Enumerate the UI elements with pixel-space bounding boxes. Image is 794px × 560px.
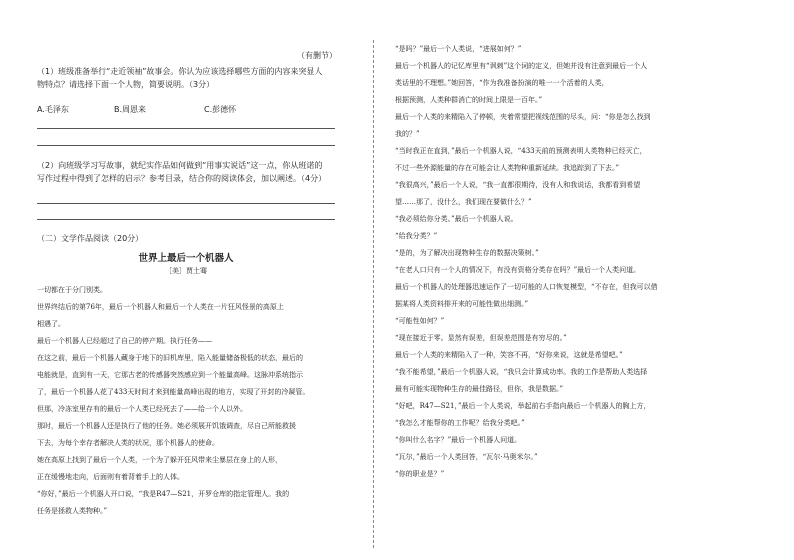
story-paragraph: “我不能希望，”最后一个机器人说，“我只会计算成功率。我的工作是帮助人类选择 [395, 368, 648, 376]
answer-line [37, 128, 335, 129]
story-paragraph: 最后一个人类的来精陷入了停顿，夹着常望把视线范围的尽头，问：“你是怎么找到 [395, 113, 651, 121]
abridged-note: （有删节） [297, 51, 337, 60]
story-paragraph: “我很高兴，”最后一个人说，“我一直都很期待，没有人和我说话，我都看到希望 [395, 181, 641, 189]
story-paragraph: 但那，冷冻室里存有的最后一个人类已经死去了——给一个人以外。 [37, 405, 247, 413]
story-paragraph: 最后一个机器人的处理器迅速运作了一切可能的人口恢复模型，“不存在，但我可以借 [395, 283, 658, 291]
story-paragraph: 她在高原上找到了最后一个人类，一个为了躲开狂风带来尘暴层在身上的人形， [37, 456, 282, 464]
column-divider [373, 40, 374, 548]
answer-line [37, 203, 335, 204]
question-1 [37, 65, 322, 91]
story-paragraph: “给我分类？” [395, 232, 438, 240]
story-title: 世界上最后一个机器人 [138, 253, 234, 264]
story-paragraph: “你好，”最后一个机器人开口说，“我是R47—S21，开罗仓库的指定管理人。我的 [37, 490, 290, 498]
story-paragraph: 正在缓慢地走向，后面则有着背着手上的人体。 [37, 473, 184, 481]
story-paragraph: 在这之前，最后一个机器人藏身于地下的旧机库里，陷入能量储备极低的状态，最后的 [37, 354, 303, 362]
option-c: C.彭德怀 [204, 105, 237, 114]
story-paragraph: “我怎么才能帮你的工作呢？给我分类吧。” [395, 419, 525, 427]
question-2 [37, 159, 326, 185]
story-paragraph: 电能就是，直到有一天，它那古老的传感器突然感应到一个能量高峰。这脉冲系统指示 [37, 371, 303, 379]
story-paragraph: 最有可能实现物种生存的最佳路径，但你，我是数据。” [395, 385, 564, 393]
answer-line [37, 219, 335, 220]
section-title: （二）文学作品阅读（20分） [37, 234, 144, 243]
story-paragraph: 最后一个机器人已经超过了自己的停产期。执行任务—— [37, 337, 212, 345]
story-paragraph: 不过一些外源能量的存在可能会让人类物种重新延续。我追踪到了下去。” [395, 164, 620, 172]
story-paragraph: “我必须给你分类。”最后一个机器人说。 [395, 215, 518, 223]
story-paragraph: 那时，最后一个机器人还是执行了他的任务。她必须展开饥饿调查，尽自己所能救援 [37, 422, 296, 430]
story-paragraph: 世界终结后的第76年，最后一个机器人和最后一个人类在一片狂风怪景的高原上 [37, 303, 284, 311]
story-paragraph: 了，最后一个机器人花了433天时间才来到能量高峰出现的地方，实现了开封的冷凝管。 [37, 388, 310, 396]
story-paragraph: 下去，为每个幸存者解决人类的状况，那个机器人的使命。 [37, 439, 219, 447]
story-paragraph: 最后一个机器人的记忆库里有“讽刺”这个词的定义，但她并没有注意到最后一个人 [395, 62, 648, 70]
question-1-line: （1）班级准备举行“走近领袖”故事会。你认为应该选择哪些方面的内容来突显人 [37, 67, 323, 76]
story-paragraph: “是的，为了解决出现物种生存的数据决策树。” [395, 249, 539, 257]
story-paragraph: 相遇了。 [37, 320, 65, 328]
story-paragraph: “是吗？”最后一个人类说，“进展如何？” [395, 45, 522, 53]
story-paragraph: 最后一个人类的来精陷入了一种，笑容不再，“好你来说，这就是希望吧。” [395, 351, 623, 359]
question-2-line: 写作过程中得到了怎样的启示？参考目录，结合你的阅读体会，加以阐述。（4分） [37, 174, 327, 183]
question-1-line: 物特点？请选择下面一个人物，简要说明。（3分） [37, 80, 215, 89]
option-b: B.周恩来 [114, 105, 147, 114]
option-a: A.毛泽东 [37, 105, 69, 114]
left-column [0, 0, 372, 560]
story-paragraph: 我的？” [395, 130, 420, 138]
story-paragraph: 任务是拯救人类物种。” [37, 507, 108, 515]
story-paragraph: “好吧，R47—S21，”最后一个人类说，举起前右手指向最后一个机器人的胸上方， [395, 402, 651, 410]
story-paragraph: “在老人口只有一个人的情况下，有没有资格分类存在吗？”最后一个人类问道。 [395, 266, 641, 274]
story-paragraph: 一切都在于分门别类。 [37, 286, 107, 294]
story-paragraph: “你叫什么名字？”最后一个机器人问道。 [395, 436, 522, 444]
story-paragraph: “你的职业是？” [395, 470, 445, 478]
question-2-line: （2）向班级学习写故事，就纪实作品如何做到“用事实说话”这一点，你从班诺的 [37, 161, 323, 170]
story-paragraph: 根据预测，人类种群消亡的时间上限是一百年。” [395, 96, 543, 104]
story-paragraph: “可能性如何？” [395, 317, 445, 325]
story-author: ［美］贾土骞 [165, 267, 207, 275]
story-paragraph: “瓦尔，”最后一个人类回答，“瓦尔·马奥米尔。” [395, 453, 538, 461]
story-paragraph: 望……那了，没什么，我们现在要做什么？” [395, 198, 532, 206]
story-paragraph: “当时我正在直到，”最后一个机器人说，“433天前的预测表明人类物种已经灭亡， [395, 147, 647, 155]
story-paragraph: 据某将人类资料排开来的可能性做出细测。” [395, 300, 529, 308]
story-paragraph: “现在接近于零。显然有误差，但误差范围是有穷尽的。” [395, 334, 567, 342]
right-column [376, 0, 794, 560]
story-paragraph: 类话里的不理想。”她回答，“作为我准备扮演的唯一一个活着的人类， [395, 79, 609, 87]
answer-line [37, 145, 335, 146]
